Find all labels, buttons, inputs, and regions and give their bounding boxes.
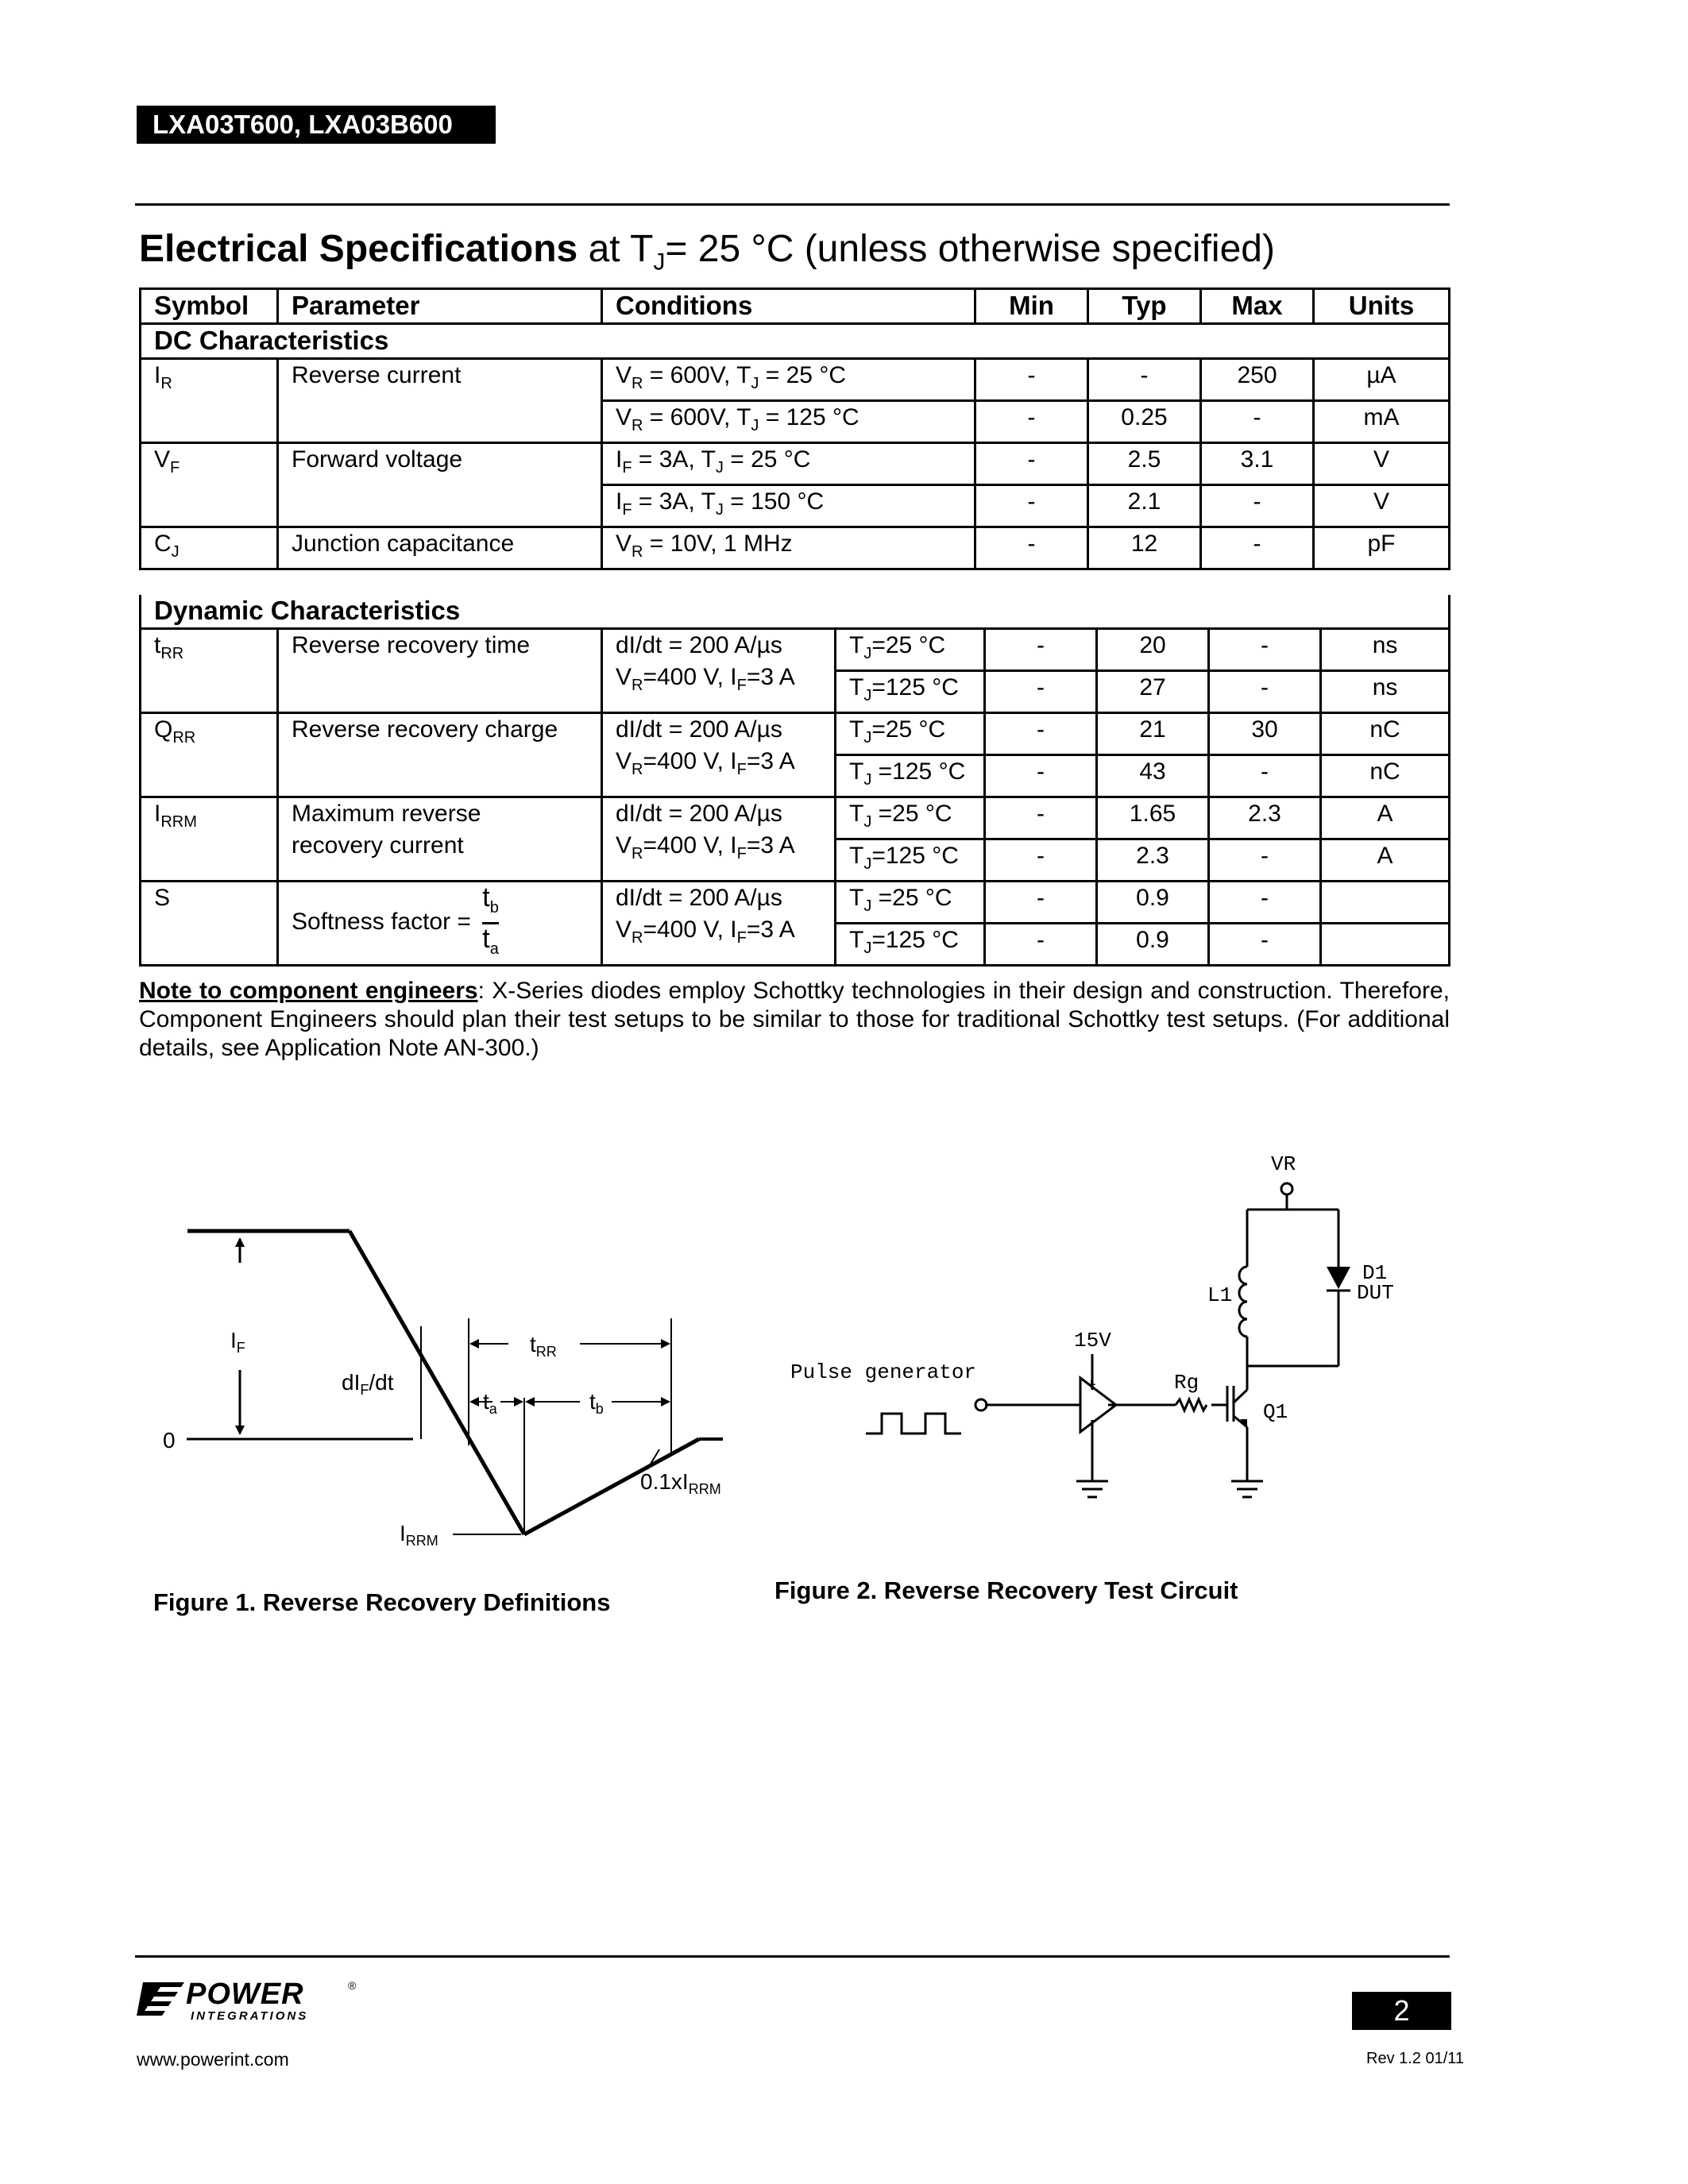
units-cell (1321, 882, 1450, 924)
min-cell: - (975, 359, 1088, 401)
logo-registered: ® (348, 1979, 357, 1992)
softness-fraction: $\frac{t_b}{t_a}$ (482, 882, 499, 958)
units-cell (1321, 924, 1450, 966)
units-cell: nC (1321, 713, 1450, 755)
min-cell: - (975, 485, 1088, 527)
col-header-units: Units (1314, 289, 1450, 324)
col-header-symbol: Symbol (141, 289, 278, 324)
col-header-min: Min (975, 289, 1088, 324)
plus-sign: + (1087, 1376, 1096, 1394)
typ-cell: 12 (1088, 527, 1201, 569)
parameter-cell: Reverse recovery time (278, 629, 602, 713)
min-cell: - (985, 713, 1097, 755)
section-row-dynamic (141, 595, 1450, 629)
units-cell: pF (1314, 527, 1450, 569)
typ-cell: 21 (1097, 713, 1209, 755)
heading-suffix: = 25 °C (unless otherwise specified) (665, 228, 1275, 270)
table-row (141, 713, 1450, 755)
symbol-cell: $V_F$ (141, 443, 278, 527)
min-cell: - (985, 755, 1097, 797)
units-cell: A (1321, 839, 1450, 882)
conditions-cell: $V_R = 600V$, $T_J = 125$ °C (602, 401, 975, 443)
rg-label: Rg (1174, 1371, 1199, 1395)
table-row (141, 443, 1450, 485)
parameter-cell: Maximum reverse recovery current (278, 797, 602, 882)
logo-mark-icon (137, 1982, 184, 2016)
min-cell: - (985, 924, 1097, 966)
page-heading (139, 227, 1275, 276)
conditions-cell: dI/dt = 200 A/µs $V_R=400$ V, $I_F=3$ A (602, 713, 836, 797)
table-row (141, 629, 1450, 671)
max-cell: - (1209, 924, 1321, 966)
col-header-parameter: Parameter (278, 289, 602, 324)
conditions-cell: dI/dt = 200 A/µs $V_R=400$ V, $I_F=3$ A (602, 882, 836, 966)
diode-d1-dut (1327, 1267, 1350, 1289)
section-title-dynamic: Dynamic Characteristics (141, 595, 1450, 629)
pulse-input-terminal (975, 1399, 987, 1410)
min-cell: - (985, 839, 1097, 882)
table-row (141, 797, 1450, 839)
min-cell: - (975, 443, 1088, 485)
table-row (141, 359, 1450, 401)
inductor-l1 (1239, 1267, 1247, 1337)
pulse-generator-label: Pulse generator (790, 1360, 977, 1384)
heading-prefix: at T (588, 228, 654, 270)
tj-cell: $T_J=125$ °C (836, 924, 985, 966)
typ-cell: 2.1 (1088, 485, 1201, 527)
typ-cell: 27 (1097, 671, 1209, 713)
page-number: 2 (1352, 1992, 1451, 2030)
parameter-cell: Reverse current (278, 359, 602, 443)
symbol-cell: $I_{RRM}$ (141, 797, 278, 882)
vr-terminal (1281, 1183, 1292, 1194)
spec-table-dynamic (139, 595, 1450, 967)
units-cell: ns (1321, 629, 1450, 671)
section-title-dc: DC Characteristics (141, 324, 1450, 359)
typ-cell: 2.3 (1097, 839, 1209, 882)
pct-leader (647, 1449, 659, 1469)
max-cell: - (1201, 401, 1314, 443)
typ-cell: - (1088, 359, 1201, 401)
min-cell: - (985, 671, 1097, 713)
heading-bold: Electrical Specifications (139, 228, 578, 270)
footer-rule (135, 1955, 1450, 1958)
vr-label: VR (1271, 1152, 1296, 1176)
d1-label: D1 (1362, 1261, 1388, 1285)
tj-cell: $T_J=25$ °C (836, 629, 985, 671)
conditions-cell: dI/dt = 200 A/µs $V_R=400$ V, $I_F=3$ A (602, 797, 836, 882)
table-row (141, 527, 1450, 569)
component-engineer-note (139, 977, 1450, 1063)
max-cell: - (1209, 629, 1321, 671)
revision-label: Rev 1.2 01/11 (1366, 2050, 1465, 2067)
resistor-rg (1176, 1399, 1207, 1410)
units-cell: V (1314, 443, 1450, 485)
max-cell: 250 (1201, 359, 1314, 401)
note-text: : X-Series diodes employ Schottky technologies in their design and construction. Therefore, Component Engineers should plan their test setups to be similar to those for traditional Schottky test setups. (For additional details, see Application Note AN-300.) (139, 978, 1450, 1061)
min-cell: - (975, 401, 1088, 443)
note-label: Note to component engineers (139, 978, 478, 1004)
logo-subtitle: INTEGRATIONS (191, 2009, 309, 2023)
dut-label: DUT (1357, 1281, 1394, 1305)
typ-cell: 0.25 (1088, 401, 1201, 443)
figure-2-caption: Figure 2. Reverse Recovery Test Circuit (774, 1576, 1238, 1604)
min-cell: - (985, 882, 1097, 924)
zero-label: 0 (163, 1428, 176, 1453)
v15-label: 15V (1074, 1329, 1111, 1352)
tj-cell: $T_J=125$ °C (836, 839, 985, 882)
typ-cell: 2.5 (1088, 443, 1201, 485)
conditions-cell: $I_F = 3A$, $T_J = 25$ °C (602, 443, 975, 485)
section-row-dc (141, 324, 1450, 359)
max-cell: 30 (1209, 713, 1321, 755)
max-cell: - (1201, 485, 1314, 527)
irrm-label: $I_{RRM}$ (400, 1521, 438, 1549)
min-cell: - (985, 797, 1097, 839)
header-rule (135, 203, 1450, 206)
figure-1-reverse-recovery-waveform (151, 1207, 755, 1557)
col-header-max: Max (1201, 289, 1314, 324)
conditions-cell: $V_R = 10V$, 1 MHz (602, 527, 975, 569)
tj-cell: $T_J=25$ °C (836, 713, 985, 755)
units-cell: A (1321, 797, 1450, 839)
max-cell: 3.1 (1201, 443, 1314, 485)
typ-cell: 1.65 (1097, 797, 1209, 839)
units-cell: nC (1321, 755, 1450, 797)
conditions-cell: $V_R = 600V$, $T_J = 25$ °C (602, 359, 975, 401)
dif-dt-label: $dI_F/dt$ (342, 1370, 394, 1398)
power-integrations-logo (137, 1978, 375, 2025)
figure-1-caption: Figure 1. Reverse Recovery Definitions (153, 1588, 611, 1616)
max-cell: 2.3 (1209, 797, 1321, 839)
typ-cell: 0.9 (1097, 924, 1209, 966)
website-link[interactable]: www.powerint.com (137, 2049, 289, 2070)
symbol-cell: S (141, 882, 278, 966)
l1-label: L1 (1207, 1283, 1233, 1307)
tj-cell: $T_J =125$ °C (836, 755, 985, 797)
spec-table-dc (139, 287, 1450, 570)
tb-label: $t_b$ (589, 1389, 604, 1417)
table-row (141, 882, 1450, 924)
typ-cell: 0.9 (1097, 882, 1209, 924)
table-header-row (141, 289, 1450, 324)
if-label: $I_F$ (230, 1328, 245, 1356)
tj-cell: $T_J=125$ °C (836, 671, 985, 713)
symbol-cell: $I_R$ (141, 359, 278, 443)
symbol-cell: $t_{RR}$ (141, 629, 278, 713)
typ-cell: 20 (1097, 629, 1209, 671)
parameter-cell: Forward voltage (278, 443, 602, 527)
figure-2-test-circuit (786, 1148, 1422, 1545)
max-cell: - (1201, 527, 1314, 569)
parameter-cell: Reverse recovery charge (278, 713, 602, 797)
tenth-irrm-label: $0.1xI_{RRM}$ (640, 1469, 721, 1497)
parameter-cell: Junction capacitance (278, 527, 602, 569)
trr-label: $t_{RR}$ (530, 1332, 557, 1360)
min-cell: - (975, 527, 1088, 569)
symbol-cell: $C_J$ (141, 527, 278, 569)
conditions-cell: dI/dt = 200 A/µs $V_R=400$ V, $I_F=3$ A (602, 629, 836, 713)
logo-word: POWER (186, 1978, 304, 2011)
heading-sub: J (653, 249, 666, 276)
tj-cell: $T_J =25$ °C (836, 882, 985, 924)
tj-cell: $T_J =25$ °C (836, 797, 985, 839)
parameter-cell: Softness factor = $\frac{t_b}{t_a}$ (278, 882, 602, 966)
part-number-tag: LXA03T600, LXA03B600 (137, 106, 496, 144)
pulse-waveform-icon (866, 1414, 961, 1433)
units-cell: ns (1321, 671, 1450, 713)
symbol-cell: $Q_{RR}$ (141, 713, 278, 797)
typ-cell: 43 (1097, 755, 1209, 797)
max-cell: - (1209, 755, 1321, 797)
col-header-conditions: Conditions (602, 289, 975, 324)
col-header-typ: Typ (1088, 289, 1201, 324)
units-cell: µA (1314, 359, 1450, 401)
min-cell: - (985, 629, 1097, 671)
units-cell: V (1314, 485, 1450, 527)
ta-label: $t_a$ (483, 1389, 497, 1417)
max-cell: - (1209, 882, 1321, 924)
max-cell: - (1209, 671, 1321, 713)
max-cell: - (1209, 839, 1321, 882)
conditions-cell: $I_F = 3A$, $T_J = 150$ °C (602, 485, 975, 527)
units-cell: mA (1314, 401, 1450, 443)
q1-label: Q1 (1263, 1400, 1288, 1424)
